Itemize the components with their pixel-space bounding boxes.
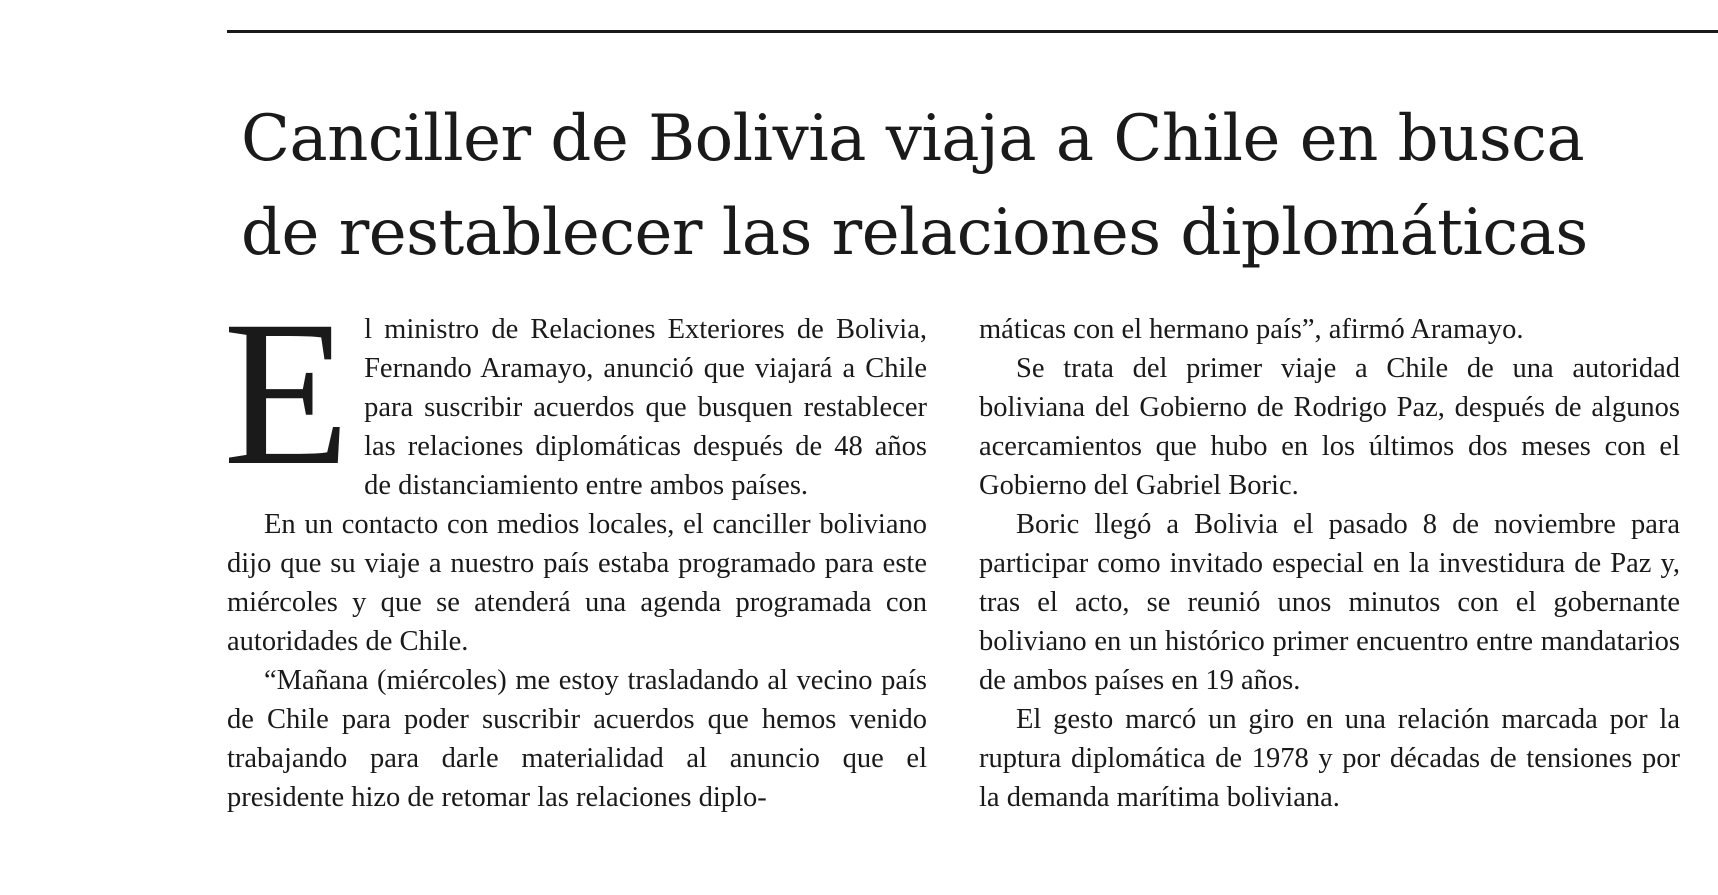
paragraph-3-continued: máticas con el hermano país”, afirmó Aramayo. [979, 314, 1524, 345]
headline [241, 92, 1711, 280]
headline-line-2: de restablecer las relaciones diplomáticas [241, 196, 1588, 270]
article-column-left [223, 278, 927, 817]
top-rule [227, 30, 1718, 33]
paragraph-4: Se trata del primer viaje a Chile de una autoridad boliviana del Gobierno de Rodrigo Paz, después de algunos acercamientos que hubo en los últimos dos meses con el Gobierno del Gabriel Boric. [979, 353, 1680, 501]
lead-paragraph-text: l ministro de Relaciones Exteriores de Bolivia, Fernando Aramayo, anunció que viajará a Chile para suscribir acuerdos que busquen restablecer las relaciones diplomáticas después de 48 años de distanciamiento entre ambos países. [364, 314, 927, 501]
paragraph-2: En un contacto con medios locales, el canciller boliviano dijo que su viaje a nuestro país estaba programado para este miércoles y que se atenderá una agenda programada con autoridades de Chile. [227, 509, 927, 657]
paragraph-3: “Mañana (miércoles) me estoy trasladando al vecino país de Chile para poder suscribir acuerdos que hemos venido trabajando para darle materialidad al anuncio que el presidente hizo de retomar las relaciones diplo- [227, 665, 927, 813]
headline-line-1: Canciller de Bolivia viaja a Chile en busca [241, 102, 1585, 176]
paragraph-6: El gesto marcó un giro en una relación marcada por la ruptura diplomática de 1978 y por décadas de tensiones por la demanda marítima boliviana. [979, 704, 1680, 813]
drop-cap: E [223, 278, 351, 508]
paragraph-5: Boric llegó a Bolivia el pasado 8 de noviembre para participar como invitado especial en la investidura de Paz y, tras el acto, se reunió unos minutos con el gobernante boliviano en un histórico primer encuentro entre mandatarios de ambos países en 19 años. [979, 509, 1680, 696]
lead-paragraph [223, 278, 927, 508]
article-column-right [979, 310, 1680, 817]
